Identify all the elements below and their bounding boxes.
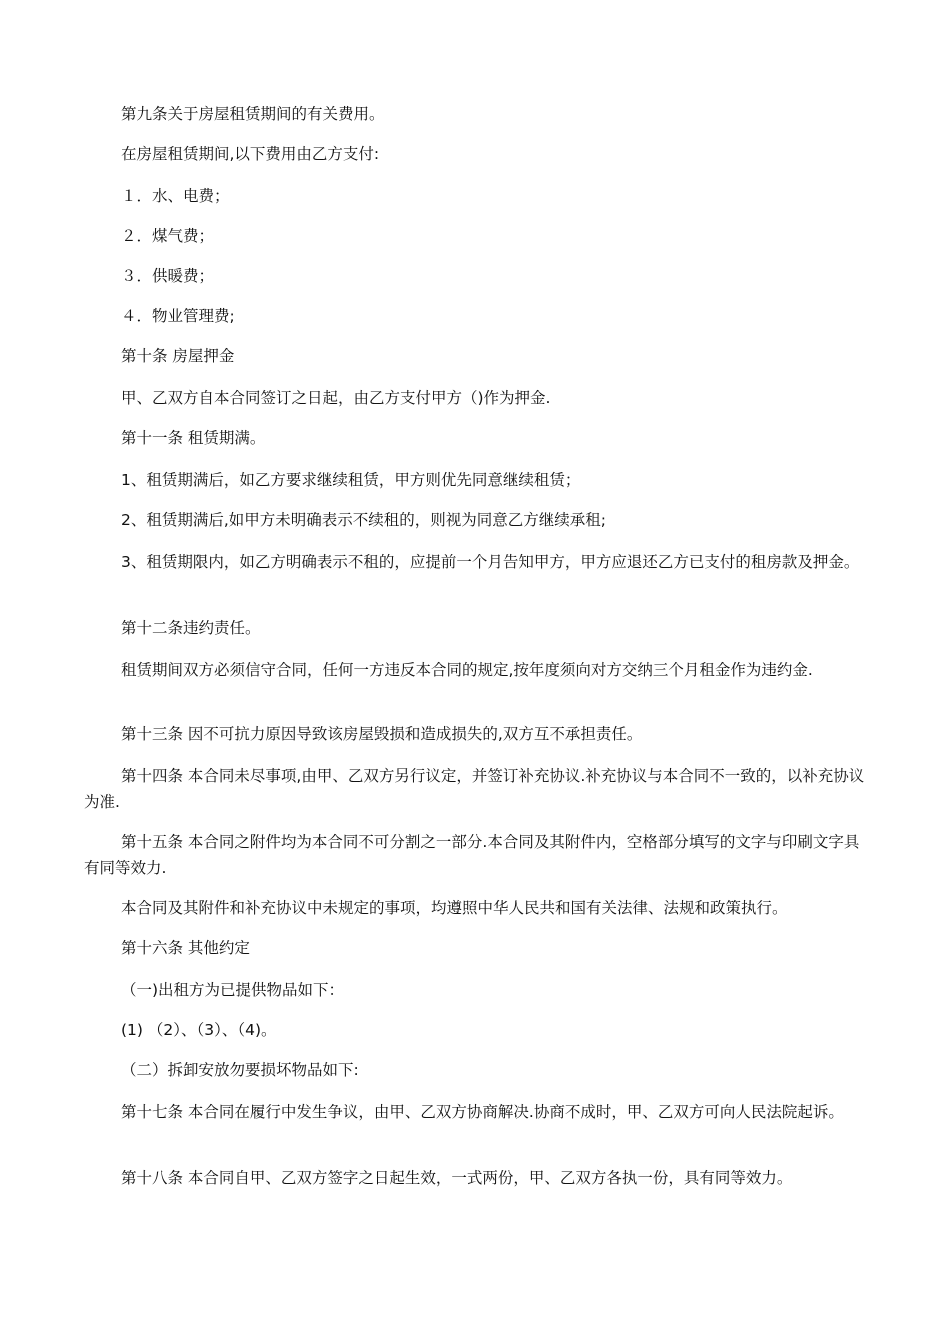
article-12-body: 租赁期间双方必须信守合同，任何一方违反本合同的规定,按年度须向对方交纳三个月租金作为违约金. xyxy=(121,661,813,679)
article-11-clause-3: 3、租赁期限内，如乙方明确表示不租的，应提前一个月告知甲方，甲方应退还乙方已支付的租房款及押金。 xyxy=(121,553,860,571)
article-11-clause-1: 1、租赁期满后，如乙方要求继续租赁，甲方则优先同意继续租赁； xyxy=(121,471,581,489)
article-13: 第十三条 因不可抗力原因导致该房屋毁损和造成损失的,双方互不承担责任。 xyxy=(121,725,643,743)
article-18: 第十八条 本合同自甲、乙双方签字之日起生效，一式两份，甲、乙双方各执一份，具有同等效力。 xyxy=(121,1169,793,1187)
article-11-clause-2: 2、租赁期满后,如甲方未明确表示不续租的，则视为同意乙方继续承租; xyxy=(121,511,607,529)
article-11-heading: 第十一条 租赁期满。 xyxy=(121,429,266,447)
article-16-heading: 第十六条 其他约定 xyxy=(121,939,250,957)
list-item-gas: ２．煤气费； xyxy=(121,227,215,245)
article-16-item-2: （二）拆卸安放勿要损坏物品如下: xyxy=(121,1061,359,1079)
article-9-intro: 在房屋租赁期间,以下费用由乙方支付: xyxy=(121,145,380,163)
article-9-heading: 第九条关于房屋租赁期间的有关费用。 xyxy=(121,105,385,123)
article-12-heading: 第十二条违约责任。 xyxy=(121,619,261,637)
article-10-heading: 第十条 房屋押金 xyxy=(121,347,235,365)
article-14: 第十四条 本合同未尽事项,由甲、乙双方另行议定，并签订补充协议.补充协议与本合同不一致的，以补充协议为准. xyxy=(84,767,865,811)
article-10-body: 甲、乙双方自本合同签订之日起，由乙方支付甲方（)作为押金. xyxy=(121,389,551,407)
list-item-property-management: ４．物业管理费; xyxy=(121,307,235,325)
supplementary-clause: 本合同及其附件和补充协议中未规定的事项，均遵照中华人民共和国有关法律、法规和政策执行。 xyxy=(121,899,788,917)
list-item-heating: ３．供暖费； xyxy=(121,267,215,285)
list-item-water-electricity: １．水、电费； xyxy=(121,187,230,205)
article-16-item-1: （一)出租方为已提供物品如下： xyxy=(121,981,345,999)
article-16-item-list: (1) （2）、（3）、（4)。 xyxy=(121,1021,277,1039)
article-17: 第十七条 本合同在履行中发生争议，由甲、乙双方协商解决.协商不成时，甲、乙双方可向人民法院起诉。 xyxy=(121,1103,844,1121)
article-15: 第十五条 本合同之附件均为本合同不可分割之一部分.本合同及其附件内，空格部分填写的文字与印刷文字具有同等效力. xyxy=(84,833,860,877)
